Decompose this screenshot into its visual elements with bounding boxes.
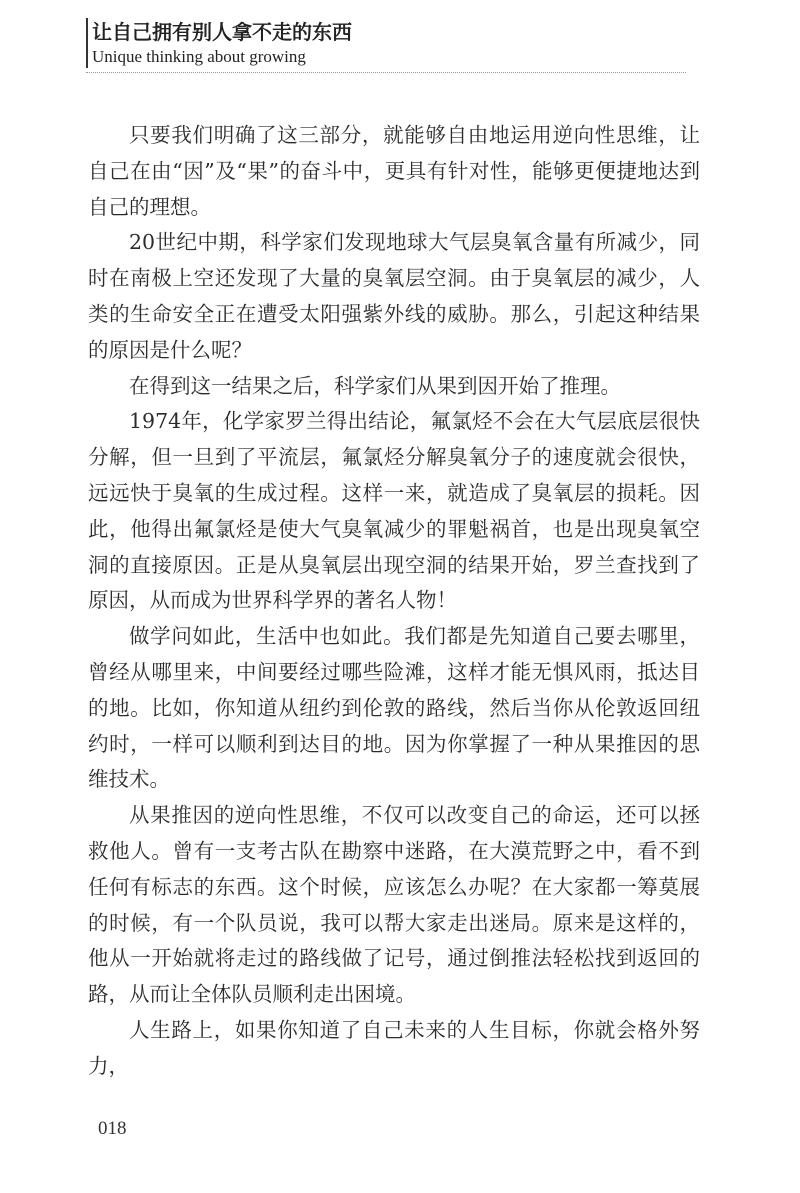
header-divider [86,72,686,73]
paragraph: 20世纪中期，科学家们发现地球大气层臭氧含量有所减少，同时在南极上空还发现了大量的臭氧层空洞。由于臭氧层的减少，人类的生命安全正在遭受太阳强紫外线的威胁。那么，引起这种结果的原因是什么呢？ [88,230,700,362]
header-title: 让自己拥有别人拿不走的东西 [92,20,352,44]
body-text [88,118,700,1085]
page-number: 018 [98,1118,127,1139]
running-header [86,18,692,68]
paragraph: 只要我们明确了这三部分，就能够自由地运用逆向性思维，让自己在由“因”及“果”的奋斗中，更具有针对性，能够更便捷地达到自己的理想。 [88,123,700,219]
paragraph: 从果推因的逆向性思维，不仅可以改变自己的命运，还可以拯救他人。曾有一支考古队在勘察中迷路，在大漠荒野之中，看不到任何有标志的东西。这个时候，应该怎么办呢？在大家都一筹莫展的时候，有一个队员说，我可以帮大家走出迷局。原来是这样的，他从一开始就将走过的路线做了记号，通过倒推法轻松找到返回的路，从而让全体队员顺利走出困境。 [88,803,700,1007]
paragraph: 做学问如此，生活中也如此。我们都是先知道自己要去哪里，曾经从哪里来，中间要经过哪些险滩，这样才能无惧风雨，抵达目的地。比如，你知道从纽约到伦敦的路线，然后当你从伦敦返回纽约时，一样可以顺利到达目的地。因为你掌握了一种从果推因的思维技术。 [88,624,700,792]
header-subtitle: Unique thinking about growing [92,47,306,66]
paragraph: 人生路上，如果你知道了自己未来的人生目标，你就会格外努力， [88,1017,700,1078]
paragraph: 在得到这一结果之后，科学家们从果到因开始了推理。 [129,373,621,398]
paragraph: 1974年，化学家罗兰得出结论，氟氯烃不会在大气层底层很快分解，但一旦到了平流层，氟氯烃分解臭氧分子的速度就会很快，远远快于臭氧的生成过程。这样一来，就造成了臭氧层的损耗。因此，他得出氟氯烃是使大气臭氧减少的罪魁祸首，也是出现臭氧空洞的直接原因。正是从臭氧层出现空洞的结果开始，罗兰查找到了原因，从而成为世界科学界的著名人物！ [88,409,700,613]
